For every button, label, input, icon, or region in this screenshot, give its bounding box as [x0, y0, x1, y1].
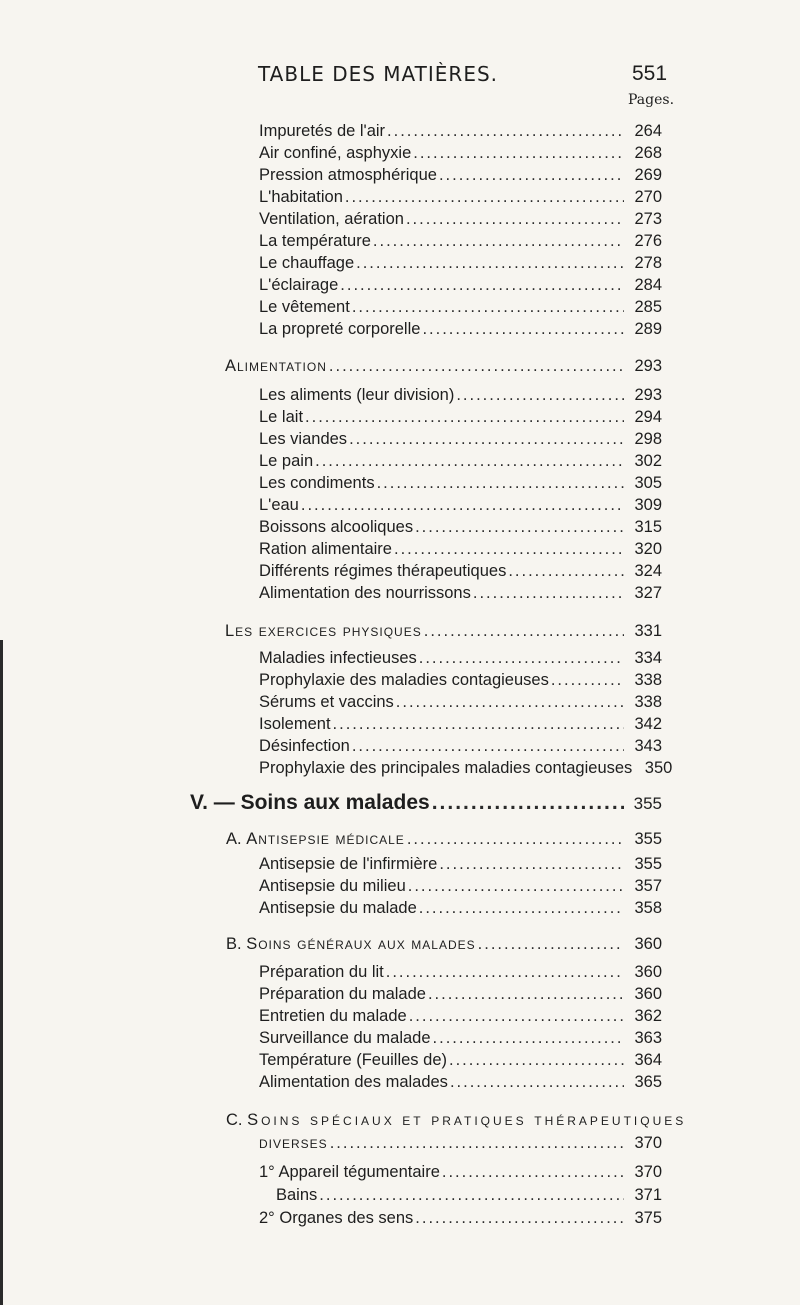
- header-page-number: 551: [632, 62, 668, 85]
- leader-dots: [428, 983, 624, 1005]
- toc-entry: [259, 208, 662, 230]
- leader-dots: [356, 252, 624, 274]
- toc-entry-page: 338: [634, 671, 662, 689]
- leader-dots: [508, 560, 624, 582]
- toc-section-heading: [226, 933, 662, 955]
- toc-entry-page: 360: [634, 963, 662, 981]
- toc-entry-label: Le chauffage: [259, 254, 355, 272]
- toc-entry: [259, 538, 662, 560]
- toc-entry-label: Isolement: [259, 715, 331, 733]
- toc-entry-page: 273: [634, 210, 662, 228]
- toc-entry: [259, 120, 662, 142]
- toc-entry: [259, 406, 662, 428]
- toc-entry-label: Le vêtement: [259, 298, 350, 316]
- toc-entry-page: 293: [634, 386, 662, 404]
- toc-entry: [259, 1161, 662, 1183]
- toc-entry-page: 365: [634, 1073, 662, 1091]
- toc-entry-page: 334: [634, 649, 662, 667]
- leader-dots: [551, 669, 624, 691]
- toc-entry-label: Antisepsie de l'infirmière: [259, 855, 438, 873]
- toc-entry: [259, 494, 662, 516]
- toc-section-heading: [225, 620, 662, 642]
- toc-entry-label: Surveillance du malade: [259, 1029, 431, 1047]
- toc-entry-page: 360: [634, 985, 662, 1003]
- toc-entry-page: 309: [634, 496, 662, 514]
- toc-entry-label: Les viandes: [259, 430, 348, 448]
- toc-entry-page: 370: [634, 1134, 662, 1152]
- toc-section-heading: [226, 828, 662, 850]
- toc-entry-page: 276: [634, 232, 662, 250]
- leader-dots: [432, 792, 624, 814]
- leader-dots: [478, 933, 624, 955]
- toc-entry-label: La propreté corporelle: [259, 320, 421, 338]
- toc-entry-label: La température: [259, 232, 371, 250]
- toc-entry: [259, 853, 662, 875]
- toc-entry: [259, 1005, 662, 1027]
- toc-entry-label: Prophylaxie des maladies contagieuses: [259, 671, 549, 689]
- toc-entry: [259, 1207, 662, 1229]
- toc-entry-page: 289: [634, 320, 662, 338]
- toc-entry: [259, 875, 662, 897]
- leader-dots: [387, 120, 624, 142]
- toc-entry-label: Le pain: [259, 452, 314, 470]
- toc-entry: [259, 691, 662, 713]
- leader-dots: [396, 691, 624, 713]
- toc-entry-page: 293: [634, 357, 662, 375]
- toc-section-heading: [226, 1109, 687, 1131]
- toc-entry-page: 362: [634, 1007, 662, 1025]
- toc-entry-label: Température (Feuilles de): [259, 1051, 447, 1069]
- toc-entry-label: Alimentation des nourrissons: [259, 584, 471, 602]
- toc-entry-label: Ventilation, aération: [259, 210, 404, 228]
- leader-dots: [329, 355, 624, 377]
- leader-dots: [406, 208, 624, 230]
- leader-dots: [413, 142, 624, 164]
- leader-dots: [419, 647, 624, 669]
- leader-dots: [305, 406, 624, 428]
- leader-dots: [394, 538, 624, 560]
- leader-dots: [330, 1132, 624, 1154]
- toc-entry-label: Prophylaxie des principales maladies contagieuses: [259, 759, 633, 777]
- toc-entry: [259, 450, 662, 472]
- toc-entry-label: Air confiné, asphyxie: [259, 144, 412, 162]
- toc-entry: [259, 230, 662, 252]
- toc-entry-page: 358: [634, 899, 662, 917]
- toc-entry-label: L'eau: [259, 496, 299, 514]
- pages-column-label: Pages.: [628, 92, 675, 108]
- toc-entry-label: Sérums et vaccins: [259, 693, 394, 711]
- leader-dots: [433, 1027, 624, 1049]
- toc-entry: [259, 647, 662, 669]
- toc-entry-page: 298: [634, 430, 662, 448]
- chapter-prefix: V. —: [190, 791, 235, 814]
- leader-dots: [424, 620, 624, 642]
- toc-entry-label: Bains: [276, 1186, 318, 1204]
- toc-entry-page: 320: [634, 540, 662, 558]
- toc-entry: [259, 472, 662, 494]
- toc-entry: [259, 186, 662, 208]
- section-heading-label: Alimentation: [225, 357, 327, 375]
- leader-dots: [315, 450, 624, 472]
- toc-entry-label: Ration alimentaire: [259, 540, 392, 558]
- toc-entry-page: 363: [634, 1029, 662, 1047]
- toc-entry-label: Antisepsie du milieu: [259, 877, 406, 895]
- toc-entry: [259, 560, 662, 582]
- page-header: [0, 62, 800, 92]
- toc-chapter-heading: [190, 792, 662, 815]
- toc-entry-page: 270: [634, 188, 662, 206]
- leader-dots: [340, 274, 624, 296]
- leader-dots: [450, 1071, 624, 1093]
- leader-dots: [408, 875, 624, 897]
- page-edge-shadow: [0, 640, 3, 1305]
- toc-entry: [259, 274, 662, 296]
- toc-entry: [259, 516, 662, 538]
- toc-entry-page: 294: [634, 408, 662, 426]
- toc-entry: [259, 296, 662, 318]
- toc-entry-label: Préparation du malade: [259, 985, 426, 1003]
- toc-entry-label: 2° Organes des sens: [259, 1209, 414, 1227]
- toc-entry-page: 284: [634, 276, 662, 294]
- leader-dots: [352, 296, 624, 318]
- section-heading-label: Soins généraux aux malades: [246, 935, 476, 953]
- leader-dots: [301, 494, 624, 516]
- toc-entry: [259, 1071, 662, 1093]
- leader-dots: [345, 186, 624, 208]
- leader-dots: [386, 961, 624, 983]
- toc-entry-label: Entretien du malade: [259, 1007, 407, 1025]
- toc-entry: [259, 384, 662, 406]
- toc-entry: [259, 735, 662, 757]
- toc-entry-page: 357: [634, 877, 662, 895]
- section-prefix: A.: [226, 830, 242, 848]
- leader-dots: [377, 472, 624, 494]
- toc-entry-page: 264: [634, 122, 662, 140]
- toc-entry: [259, 713, 662, 735]
- toc-entry: [259, 669, 662, 691]
- leader-dots: [333, 713, 624, 735]
- toc-entry-label: Antisepsie du malade: [259, 899, 417, 917]
- section-heading-label-continued: diverses: [259, 1134, 328, 1152]
- leader-dots: [352, 735, 624, 757]
- toc-entry-page: 315: [634, 518, 662, 536]
- leader-dots: [473, 582, 624, 604]
- toc-entry: [259, 1027, 662, 1049]
- toc-entry-page: 338: [634, 693, 662, 711]
- leader-dots: [439, 164, 624, 186]
- section-prefix: C.: [226, 1111, 243, 1129]
- leader-dots: [349, 428, 624, 450]
- leader-dots: [449, 1049, 624, 1071]
- toc-entry-label: Désinfection: [259, 737, 350, 755]
- leader-dots: [419, 897, 624, 919]
- toc-entry-page: 331: [634, 622, 662, 640]
- leader-dots: [373, 230, 624, 252]
- toc-entry-page: 324: [634, 562, 662, 580]
- toc-entry: [259, 961, 662, 983]
- header-title: TABLE DES MATIÈRES.: [258, 62, 499, 86]
- toc-entry-label: Maladies infectieuses: [259, 649, 417, 667]
- toc-entry-page: 355: [634, 855, 662, 873]
- toc-entry-label: Le lait: [259, 408, 304, 426]
- toc-entry-page: 342: [634, 715, 662, 733]
- toc-section-heading-continued: [259, 1132, 662, 1154]
- toc-entry-page: 364: [634, 1051, 662, 1069]
- toc-entry-label: Impuretés de l'air: [259, 122, 386, 140]
- toc-entry: [259, 164, 662, 186]
- toc-entry: [259, 428, 662, 450]
- toc-entry-label: Boissons alcooliques: [259, 518, 414, 536]
- toc-entry-label: Différents régimes thérapeutiques: [259, 562, 507, 580]
- toc-entry-label: 1° Appareil tégumentaire: [259, 1163, 440, 1181]
- toc-entry: [276, 1184, 662, 1206]
- toc-entry-label: L'éclairage: [259, 276, 339, 294]
- toc-entry: [259, 252, 662, 274]
- leader-dots: [415, 516, 624, 538]
- toc-entry: [259, 983, 662, 1005]
- toc-entry-label: Les aliments (leur division): [259, 386, 455, 404]
- toc-entry: [259, 897, 662, 919]
- leader-dots: [407, 828, 624, 850]
- leader-dots: [422, 318, 624, 340]
- section-heading-label: Les exercices physiques: [225, 622, 422, 640]
- section-prefix: B.: [226, 935, 242, 953]
- leader-dots: [409, 1005, 624, 1027]
- toc-entry: [259, 1049, 662, 1071]
- toc-entry-page: 305: [634, 474, 662, 492]
- toc-entry-page: 268: [634, 144, 662, 162]
- toc-entry-page: 375: [634, 1209, 662, 1227]
- toc-section-heading: [225, 355, 662, 377]
- toc-entry-page: 355: [634, 830, 662, 848]
- leader-dots: [442, 1161, 624, 1183]
- toc-entry-page: 278: [634, 254, 662, 272]
- toc-entry: [259, 757, 673, 779]
- toc-entry-page: 360: [634, 935, 662, 953]
- toc-entry: [259, 582, 662, 604]
- leader-dots: [456, 384, 624, 406]
- toc-entry-label: Alimentation des malades: [259, 1073, 448, 1091]
- chapter-heading-label: Soins aux malades: [240, 791, 430, 814]
- toc-entry-label: Les condiments: [259, 474, 375, 492]
- toc-entry-page: 350: [644, 759, 673, 777]
- toc-entry-label: L'habitation: [259, 188, 343, 206]
- toc-entry: [259, 318, 662, 340]
- toc-entry-page: 285: [634, 298, 662, 316]
- toc-entry: [259, 142, 662, 164]
- toc-entry-page: 327: [634, 584, 662, 602]
- toc-entry-page: 370: [634, 1163, 662, 1181]
- toc-entry-page: 371: [634, 1186, 662, 1204]
- leader-dots: [439, 853, 624, 875]
- toc-entry-label: Pression atmosphérique: [259, 166, 437, 184]
- toc-entry-page: 343: [634, 737, 662, 755]
- leader-dots: [319, 1184, 624, 1206]
- section-heading-label: Soins spéciaux et pratiques thérapeutiques: [247, 1111, 687, 1129]
- toc-entry-page: 355: [633, 794, 662, 813]
- leader-dots: [415, 1207, 624, 1229]
- toc-entry-label: Préparation du lit: [259, 963, 384, 981]
- toc-entry-page: 302: [634, 452, 662, 470]
- toc-entry-page: 269: [634, 166, 662, 184]
- section-heading-label: Antisepsie médicale: [246, 830, 405, 848]
